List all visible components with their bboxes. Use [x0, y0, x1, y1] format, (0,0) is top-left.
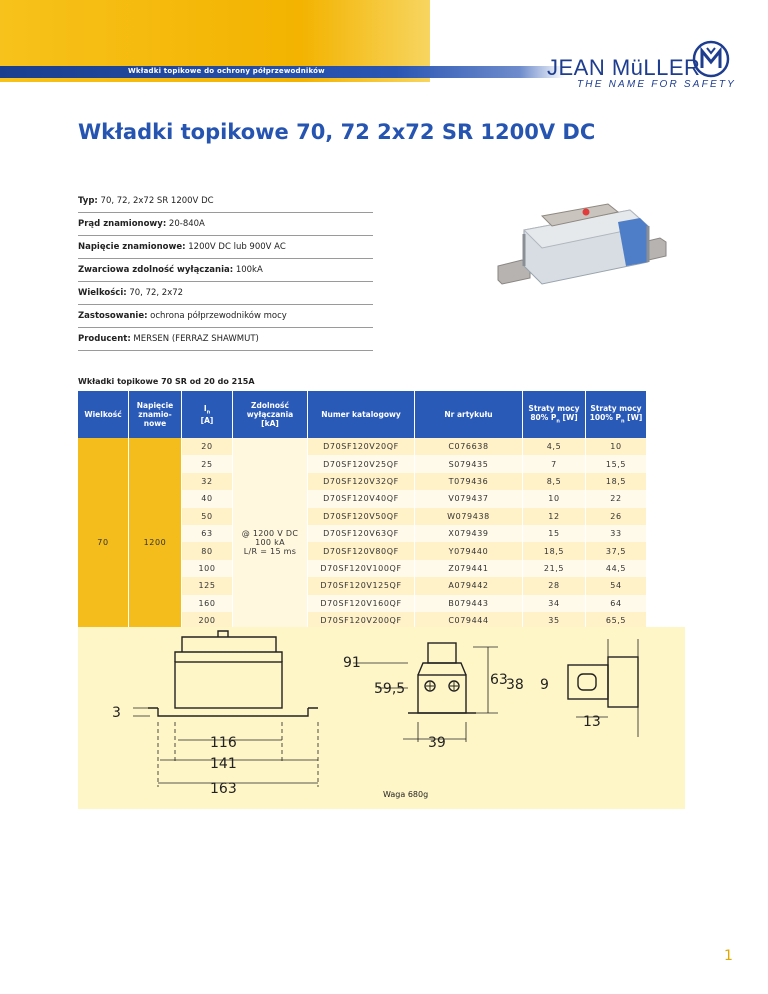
cell-loss80: 12 [523, 508, 586, 525]
col-header-size: Wielkość [78, 391, 129, 438]
cell-article: X079439 [415, 525, 523, 542]
breaking-line: 100 kA [255, 537, 285, 547]
property-label: Prąd znamionowy: [78, 219, 167, 229]
cell-current: 200 [182, 612, 233, 629]
property-row [78, 213, 373, 236]
cell-catalog: D70SF120V125QF [308, 577, 415, 594]
cell-catalog: D70SF120V63QF [308, 525, 415, 542]
header-band-text: Wkładki topikowe do ochrony półprzewodników [128, 67, 325, 75]
col-header-breaking: Zdolność wyłączania [kA] [233, 391, 308, 438]
dim-116: 116 [210, 735, 237, 751]
cell-current: 25 [182, 455, 233, 472]
property-label: Zwarciowa zdolność wyłączania: [78, 265, 234, 275]
property-value: MERSEN (FERRAZ SHAWMUT) [130, 334, 259, 344]
cell-catalog: D70SF120V100QF [308, 560, 415, 577]
dim-63: 63 [490, 672, 508, 688]
dim-13: 13 [583, 714, 601, 730]
cell-article: V079437 [415, 490, 523, 507]
property-label: Wielkości: [78, 288, 127, 298]
cell-breaking [233, 438, 308, 647]
cell-loss100: 15,5 [586, 455, 647, 472]
dim-91: 91 [343, 655, 361, 671]
cell-loss80: 8,5 [523, 473, 586, 490]
table-row [78, 438, 646, 455]
cell-loss100: 33 [586, 525, 647, 542]
cell-current: 160 [182, 595, 233, 612]
brand-name: JEAN MüLLER [547, 55, 701, 80]
cell-catalog: D70SF120V50QF [308, 508, 415, 525]
cell-loss100: 10 [586, 438, 647, 455]
cell-current: 20 [182, 438, 233, 455]
cell-catalog: D70SF120V160QF [308, 595, 415, 612]
cell-loss100: 65,5 [586, 612, 647, 629]
cell-article: C076638 [415, 438, 523, 455]
dim-39: 39 [428, 735, 446, 751]
weight-label: Waga 680g [383, 790, 429, 799]
cell-loss100: 37,5 [586, 542, 647, 559]
brand-mark-icon [692, 40, 730, 78]
cell-size: 70 [78, 438, 129, 647]
cell-loss80: 15 [523, 525, 586, 542]
col-header-loss100: Straty mocy 100% $P_n$ [W] [586, 391, 647, 438]
properties-list [78, 190, 373, 351]
property-row [78, 328, 373, 351]
property-row [78, 190, 373, 213]
property-value: 1200V DC lub 900V AC [185, 242, 286, 252]
col-header-voltage: Napięcie znamio- nowe [129, 391, 182, 438]
cell-loss100: 18,5 [586, 473, 647, 490]
breaking-line: @ 1200 V DC [241, 528, 299, 538]
cell-loss80: 7 [523, 455, 586, 472]
cell-loss80: 4,5 [523, 438, 586, 455]
cell-loss80: 28 [523, 577, 586, 594]
cell-loss100: 44,5 [586, 560, 647, 577]
cell-current: 125 [182, 577, 233, 594]
property-row [78, 282, 373, 305]
page-title: Wkładki topikowe 70, 72 2x72 SR 1200V DC [78, 120, 596, 144]
cell-article: A079442 [415, 577, 523, 594]
brand-tagline: THE NAME FOR SAFETY [577, 79, 737, 90]
table-caption: Wkładki topikowe 70 SR od 20 do 215A [78, 377, 255, 386]
breaking-line: L/R = 15 ms [243, 546, 297, 556]
cell-catalog: D70SF120V80QF [308, 542, 415, 559]
property-label: Zastosowanie: [78, 311, 148, 321]
cell-article: B079443 [415, 595, 523, 612]
cell-catalog: D70SF120V40QF [308, 490, 415, 507]
cell-article: S079435 [415, 455, 523, 472]
cell-loss100: 22 [586, 490, 647, 507]
dim-9: 9 [540, 677, 549, 693]
cell-voltage: 1200 [129, 438, 182, 647]
property-label: Napięcie znamionowe: [78, 242, 186, 252]
cell-catalog: D70SF120V25QF [308, 455, 415, 472]
cell-current: 63 [182, 525, 233, 542]
cell-catalog: D70SF120V200QF [308, 612, 415, 629]
cell-current: 50 [182, 508, 233, 525]
dimension-drawing [78, 627, 685, 809]
dim-59: 59,5 [374, 681, 406, 697]
page-number: 1 [724, 948, 733, 964]
property-value: 70, 72, 2x72 SR 1200V DC [97, 196, 214, 206]
cell-loss100: 64 [586, 595, 647, 612]
cell-current: 40 [182, 490, 233, 507]
dim-38: 38 [506, 677, 524, 693]
property-label: Producent: [78, 334, 131, 344]
cell-current: 100 [182, 560, 233, 577]
cell-loss100: 26 [586, 508, 647, 525]
col-header-loss80: Straty mocy 80% $P_n$ [W] [523, 391, 586, 438]
dim-163: 163 [210, 781, 237, 797]
property-value: 100kA [233, 265, 263, 275]
property-row [78, 236, 373, 259]
col-header-article: Nr artykułu [415, 391, 523, 438]
fuse-photo [490, 200, 680, 300]
cell-loss80: 18,5 [523, 542, 586, 559]
cell-article: Z079441 [415, 560, 523, 577]
dim-141: 141 [210, 756, 237, 772]
property-row [78, 305, 373, 328]
cell-catalog: D70SF120V32QF [308, 473, 415, 490]
dim-3: 3 [112, 705, 121, 721]
cell-current: 32 [182, 473, 233, 490]
property-value: 70, 72, 2x72 [126, 288, 184, 298]
cell-article: C079444 [415, 612, 523, 629]
cell-loss80: 21,5 [523, 560, 586, 577]
cell-current: 80 [182, 542, 233, 559]
col-header-catalog: Numer katalogowy [308, 391, 415, 438]
property-value: 20-840A [166, 219, 205, 229]
cell-loss80: 35 [523, 612, 586, 629]
cell-loss80: 34 [523, 595, 586, 612]
col-header-current: $I_n$ [A] [182, 391, 233, 438]
property-label: Typ: [78, 196, 98, 206]
property-value: ochrona półprzewodników mocy [147, 311, 287, 321]
cell-article: W079438 [415, 508, 523, 525]
cell-catalog: D70SF120V20QF [308, 438, 415, 455]
fuse-table [78, 391, 646, 647]
cell-article: Y079440 [415, 542, 523, 559]
property-row [78, 259, 373, 282]
cell-loss80: 10 [523, 490, 586, 507]
cell-loss100: 54 [586, 577, 647, 594]
cell-article: T079436 [415, 473, 523, 490]
dimension-drawing-svg [78, 627, 685, 809]
